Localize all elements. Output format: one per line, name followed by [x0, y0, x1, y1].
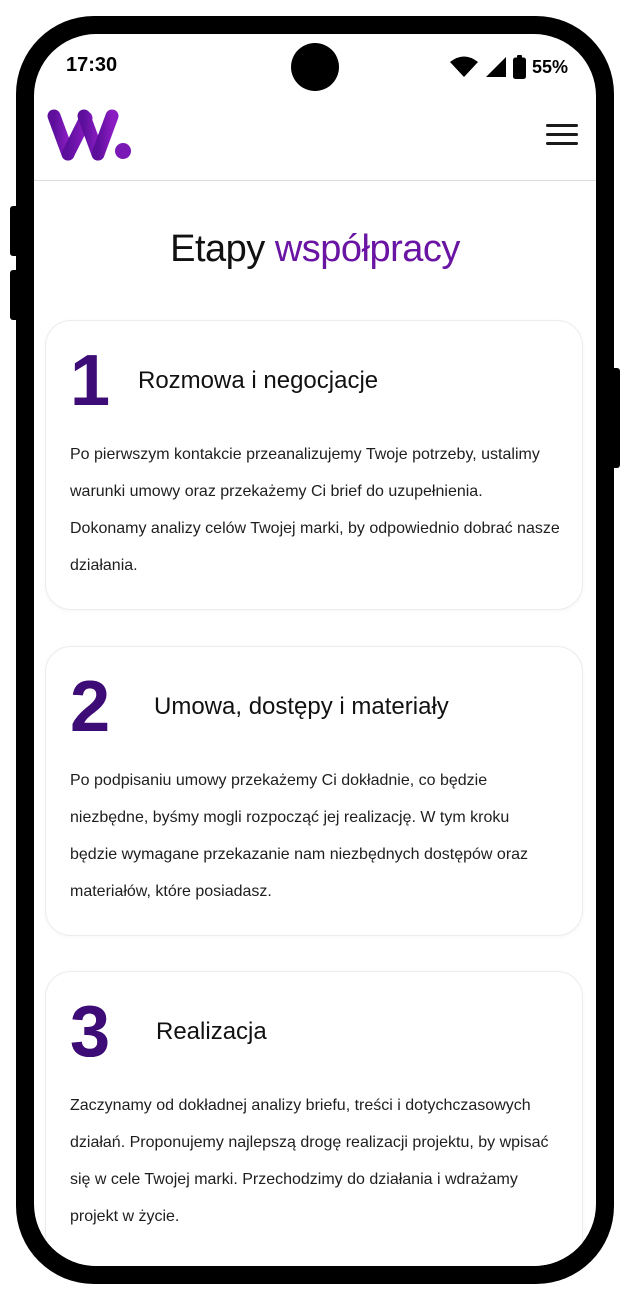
section-title-accent: współpracy: [274, 228, 460, 270]
step-title: Umowa, dostępy i materiały: [154, 693, 449, 720]
step-card-1: [45, 320, 583, 610]
front-camera: [291, 43, 339, 91]
step-number: 3: [70, 992, 111, 1072]
battery-percentage: 55%: [531, 56, 568, 77]
section-title: [34, 228, 596, 271]
signal-icon: [485, 56, 507, 78]
menu-line-bottom: [546, 142, 578, 145]
step-number: 1: [70, 341, 111, 421]
status-icons: [449, 54, 568, 80]
status-time: 17:30: [66, 54, 118, 76]
step-card-2: [45, 646, 583, 936]
site-header: [34, 100, 596, 181]
step-description: Zaczynamy od dokładnej analizy briefu, treści i dotychczasowych działań. Proponujemy najlepszą drogę realizacji projektu, by wpisać się w cele Twojej marki. Przechodzimy do działania i wdrażamy projekt w życie.: [70, 1097, 549, 1225]
step-card-3: [45, 971, 583, 1266]
menu-line-top: [546, 124, 578, 127]
step-number: 2: [70, 667, 111, 747]
menu-line-middle: [546, 133, 578, 136]
section-title-main: Etapy: [170, 228, 265, 270]
step-description: Po podpisaniu umowy przekażemy Ci dokładnie, co będzie niezbędne, byśmy mogli rozpocząć jej realizację. W tym kroku będzie wymagane przekazanie nam niezbędnych dostępów oraz materiałów, które posiadasz.: [70, 772, 529, 900]
wifi-icon: [449, 56, 479, 78]
status-bar: [34, 34, 596, 100]
brand-logo[interactable]: [46, 106, 136, 175]
step-title: Rozmowa i negocjacje: [138, 367, 379, 394]
phone-screen: [34, 34, 596, 1266]
w-logo-icon: [46, 106, 136, 170]
step-description: Po pierwszym kontakcie przeanalizujemy Twoje potrzeby, ustalimy warunki umowy oraz przekażemy Ci brief do uzupełnienia. Dokonamy analizy celów Twojej marki, by odpowiednio dobrać nasze działania.: [70, 446, 560, 574]
hamburger-menu-icon[interactable]: [546, 124, 578, 146]
step-title: Realizacja: [156, 1018, 267, 1045]
battery-icon: [513, 55, 526, 79]
